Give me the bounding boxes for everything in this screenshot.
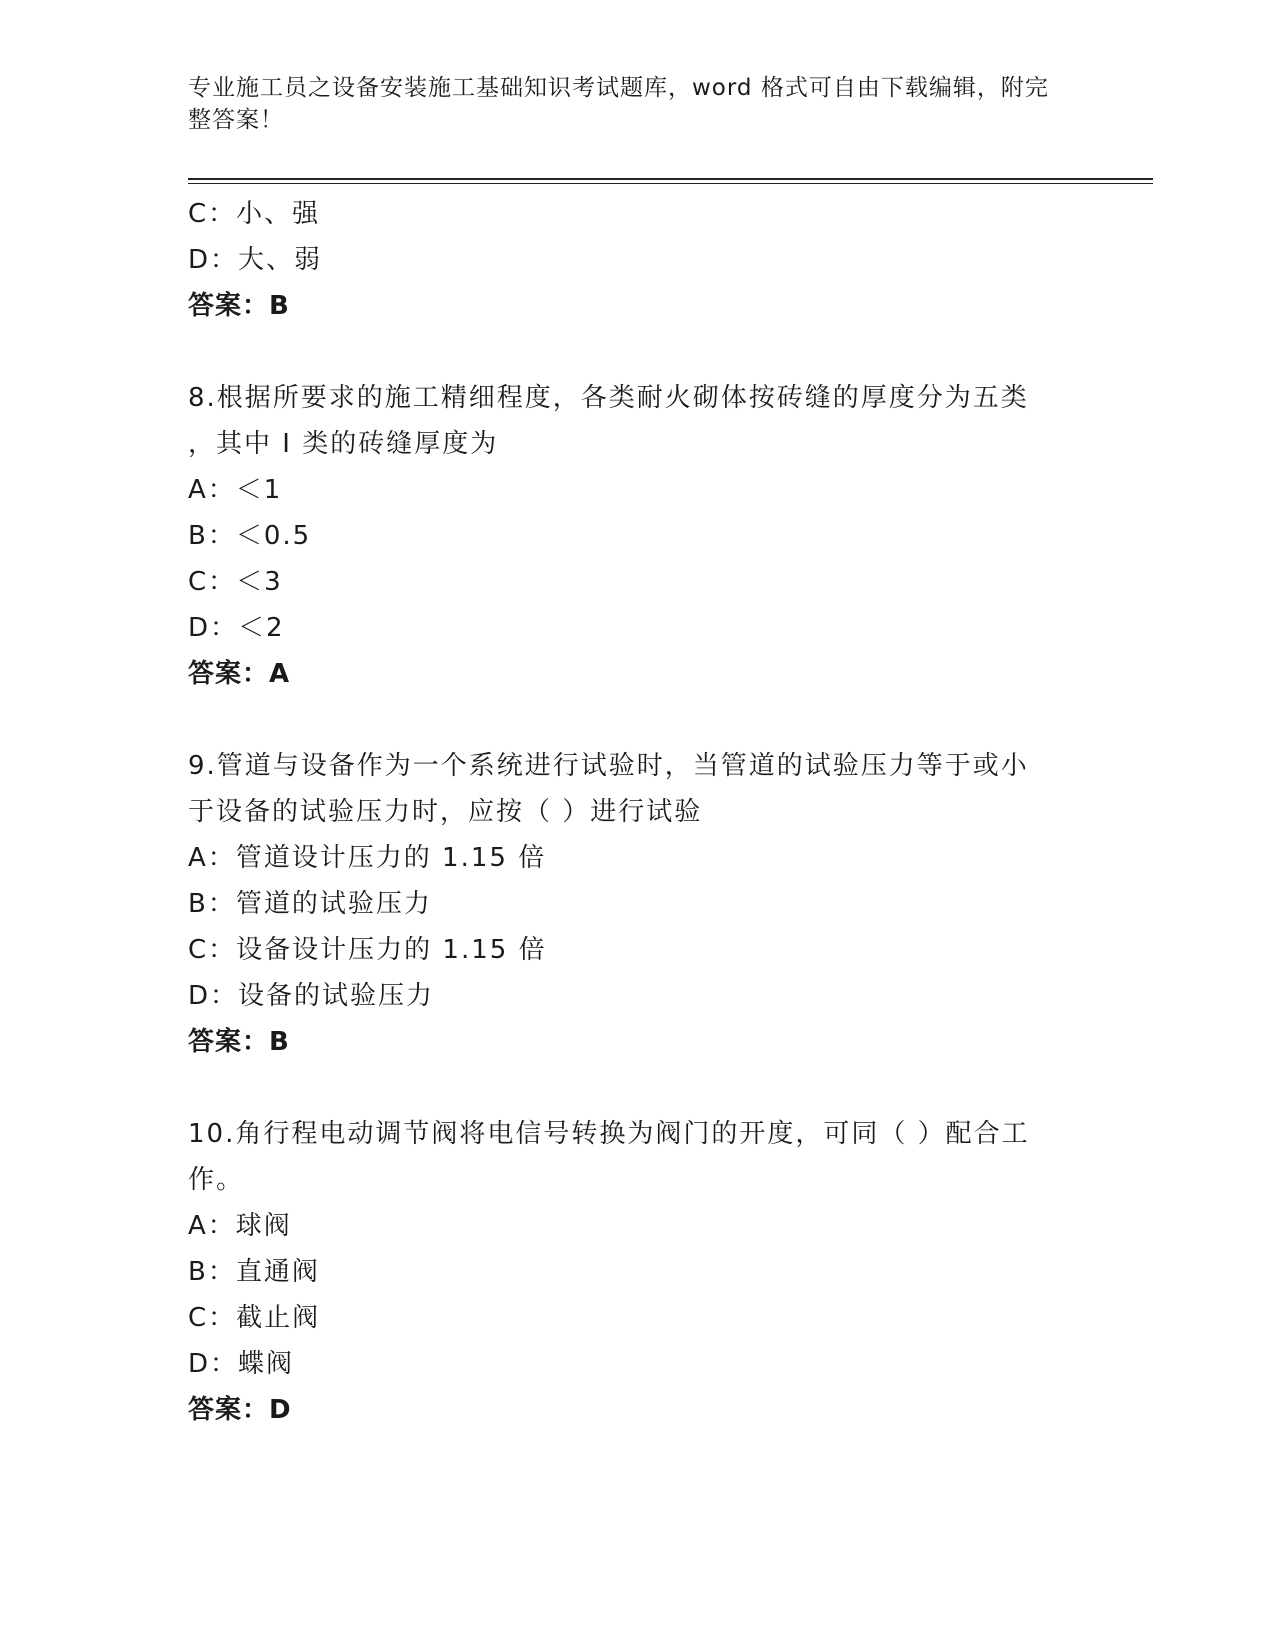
option-d: D：大、弱 <box>188 245 323 275</box>
option-b: B：直通阀 <box>188 1257 320 1287</box>
option-a: A：管道设计压力的 1.15 倍 <box>188 843 547 873</box>
option-a: A：＜1 <box>188 475 283 505</box>
question-stem: 9.管道与设备作为一个系统进行试验时，当管道的试验压力等于或小 <box>188 751 1029 781</box>
question-10 <box>188 1111 1088 1433</box>
question-stem-continued: 于设备的试验压力时，应按（ ）进行试验 <box>188 797 703 827</box>
question-content <box>188 191 1088 1433</box>
option-d: D：蝶阀 <box>188 1349 295 1379</box>
option-a: A：球阀 <box>188 1211 292 1241</box>
question-8 <box>188 375 1088 697</box>
answer-line: 答案：B <box>188 291 290 321</box>
question-stem-continued: 作。 <box>188 1165 245 1195</box>
option-d: D：＜2 <box>188 613 285 643</box>
option-d: D：设备的试验压力 <box>188 981 435 1011</box>
option-c: C：＜3 <box>188 567 283 597</box>
spacer <box>188 1065 1088 1111</box>
header-divider-thick <box>188 178 1153 180</box>
answer-line: 答案：B <box>188 1027 290 1057</box>
spacer <box>188 697 1088 743</box>
option-b: B：＜0.5 <box>188 521 312 551</box>
question-stem: 8.根据所要求的施工精细程度，各类耐火砌体按砖缝的厚度分为五类 <box>188 383 1029 413</box>
header-title-line-1: 专业施工员之设备安装施工基础知识考试题库，word 格式可自由下载编辑，附完 <box>188 75 1049 101</box>
spacer <box>188 329 1088 375</box>
document-header <box>188 72 1068 136</box>
header-title-line-2: 整答案！ <box>188 107 284 133</box>
question-stem-continued: ，其中 I 类的砖缝厚度为 <box>188 429 499 459</box>
answer-line: 答案：A <box>188 659 291 689</box>
answer-line: 答案：D <box>188 1395 292 1425</box>
question-stem: 10.角行程电动调节阀将电信号转换为阀门的开度，可同（ ）配合工 <box>188 1119 1030 1149</box>
option-c: C：截止阀 <box>188 1303 321 1333</box>
option-c: C：小、强 <box>188 199 321 229</box>
option-c: C：设备设计压力的 1.15 倍 <box>188 935 547 965</box>
header-divider-thin <box>188 183 1153 184</box>
option-b: B：管道的试验压力 <box>188 889 432 919</box>
question-7-tail <box>188 191 1088 329</box>
question-9 <box>188 743 1088 1065</box>
